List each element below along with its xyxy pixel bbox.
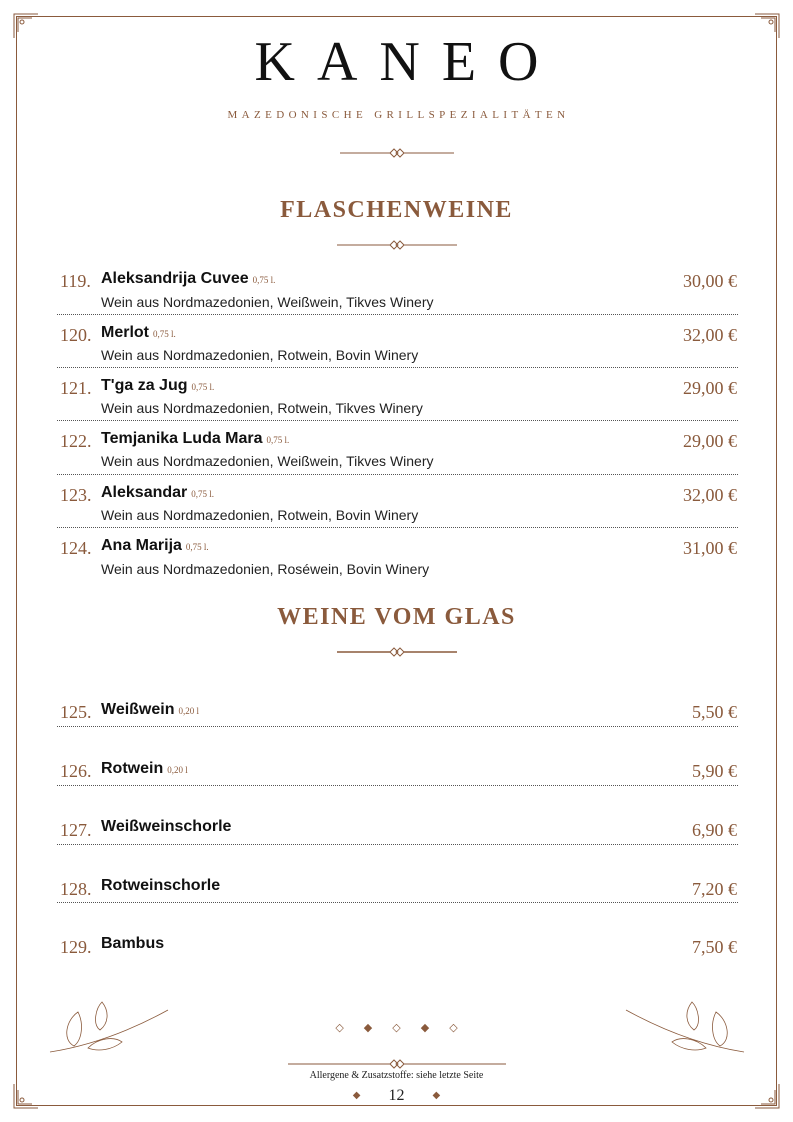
menu-item [57,749,738,786]
item-price: 7,50 € [692,937,737,957]
diamond-row-icon: ◇ ◆ ◇ ◆ ◇ [335,1022,458,1034]
menu-item [57,372,738,421]
brand-tagline: MAZEDONISCHE GRILLSPEZIALITÄTEN [227,109,570,121]
item-name: Weißweinschorle [101,818,232,835]
item-number: 122. [60,431,92,451]
item-description: Wein aus Nordmazedonien, Rotwein, Bovin Winery [101,507,419,523]
item-number: 125. [60,702,92,722]
item-number: 124. [60,538,92,558]
item-number: 129. [60,937,92,957]
item-price: 5,50 € [692,702,737,722]
item-volume: 0,75 l. [252,275,276,285]
item-price: 7,20 € [692,879,737,899]
menu-item [57,690,738,727]
page-number: ◆ 12 ◆ [352,1087,441,1104]
diamond-divider-icon [0,146,793,164]
item-price: 30,00 € [683,271,737,291]
item-description: Wein aus Nordmazedonien, Weißwein, Tikves Winery [101,453,434,469]
menu-item [57,425,738,475]
item-description: Wein aus Nordmazedonien, Roséwein, Bovin Winery [101,561,430,577]
item-volume: 0,75 l. [266,435,290,445]
item-name: Ana Marija 0,75 l. [101,537,209,554]
item-volume: 0,20 l [167,765,188,775]
item-number: 127. [60,820,92,840]
item-description: Wein aus Nordmazedonien, Rotwein, Bovin Winery [101,347,419,363]
diamond-divider-icon [0,645,793,663]
item-description: Wein aus Nordmazedonien, Rotwein, Tikves Winery [101,400,423,416]
item-name: Weißwein 0,20 l [101,701,200,718]
item-volume: 0,75 l. [191,382,215,392]
item-number: 123. [60,485,92,505]
item-volume: 0,75 l. [185,542,209,552]
item-volume: 0,75 l. [153,329,176,339]
menu-item [57,925,738,961]
item-price: 29,00 € [683,378,737,398]
item-name: Aleksandrija Cuvee 0,75 l. [101,270,276,287]
item-price: 29,00 € [683,431,737,451]
diamond-divider-icon [0,238,793,256]
item-name: Bambus [101,935,165,952]
item-name: Rotweinschorle [101,877,221,894]
menu-item [57,867,738,903]
section-title-bottles: FLASCHENWEINE [280,197,513,223]
menu-item [57,265,738,315]
item-number: 120. [60,325,92,345]
item-price: 5,90 € [692,761,737,781]
allergen-note: Allergene & Zusatzstoffe: siehe letzte Seite [309,1070,484,1081]
item-name: T'ga za Jug 0,75 l. [101,377,215,394]
item-description: Wein aus Nordmazedonien, Weißwein, Tikves Winery [101,294,434,310]
item-number: 121. [60,378,92,398]
item-volume: 0,20 l [178,706,200,716]
item-name: Temjanika Luda Mara 0,75 l. [101,430,290,447]
section-title-glass: WEINE VOM GLAS [277,604,516,630]
menu-item [57,532,738,580]
item-price: 6,90 € [692,820,737,840]
item-name: Merlot 0,75 l. [101,324,176,341]
menu-item [57,808,738,845]
item-number: 128. [60,879,92,899]
menu-item [57,319,738,368]
menu-item [57,479,738,528]
brand-logo: KANEO [254,31,561,93]
item-name: Aleksandar 0,75 l. [101,484,215,501]
item-price: 32,00 € [683,485,737,505]
item-price: 32,00 € [683,325,737,345]
item-number: 126. [60,761,92,781]
item-number: 119. [60,271,91,291]
item-name: Rotwein 0,20 l [101,760,188,777]
item-volume: 0,75 l. [191,489,215,499]
item-price: 31,00 € [683,538,737,558]
